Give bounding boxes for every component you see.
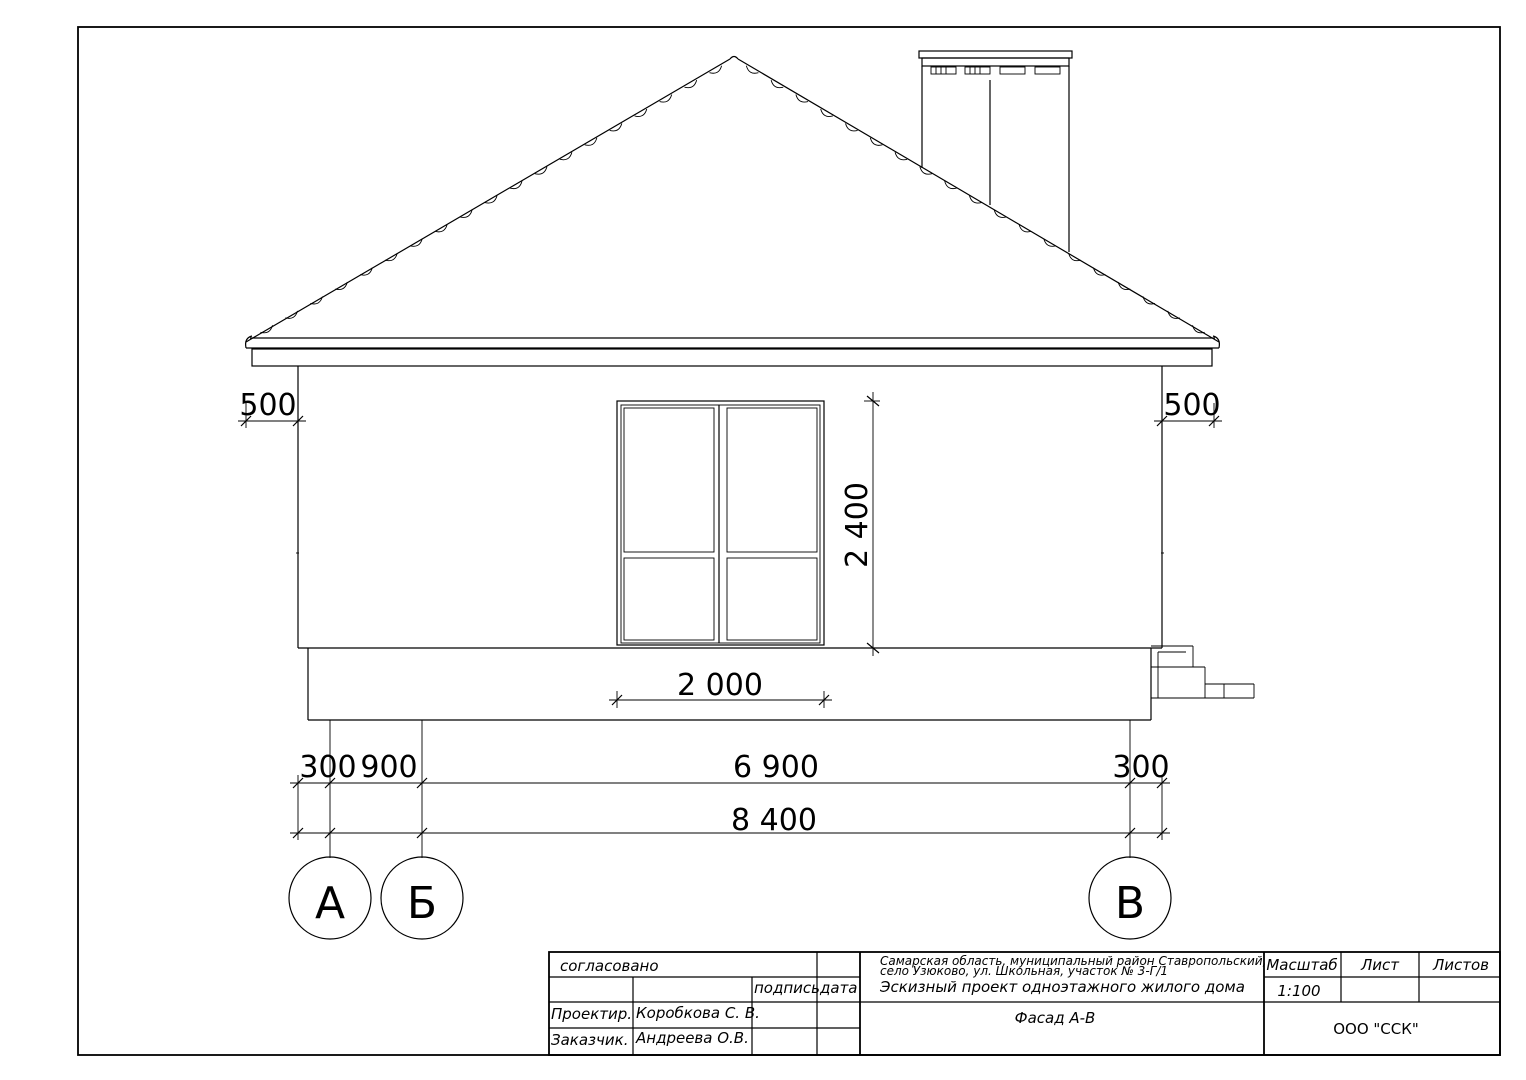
dim-eave-left [238,388,306,428]
tb-address-line1: Самарская область, муниципальный район Ставропольский, [880,954,1267,968]
roof-tile [635,109,647,117]
roof-tile [585,138,597,146]
axis-label-a: А [314,878,346,929]
chimney [919,51,1072,252]
dim-door-height [840,392,880,656]
tb-designer-role: Проектир. [551,1005,633,1023]
axis-lines [298,720,1162,858]
drawing-frame [78,27,1500,1055]
tb-sheet-title: Фасад А-В [1014,1009,1096,1027]
roof-tile [895,152,907,160]
tb-signature: подпись [754,979,820,997]
dim-seg-3-label: 6 900 [733,750,819,785]
tb-agreed: согласовано [560,957,659,975]
double-door [617,401,824,645]
dim-seg-1-label: 300 [299,750,357,785]
roof-tile [535,167,547,175]
steps [1151,646,1254,698]
roof [246,57,1220,349]
tb-customer-name: Андреева О.В. [636,1029,749,1047]
title-block [549,952,1500,1055]
dim-door-width [609,668,832,708]
tb-designer-name: Коробкова С. В. [636,1004,760,1022]
tb-sheet-label: Лист [1360,956,1400,974]
tb-sheets-label: Листов [1432,956,1490,974]
roof-tile [610,123,622,131]
axis-bubble-b [381,857,463,939]
dim-seg-4-label: 300 [1112,750,1170,785]
tb-scale-value: 1:100 [1277,982,1321,1000]
tb-scale-label: Масштаб [1266,956,1338,974]
tb-customer-role: Заказчик. [551,1031,629,1049]
axis-label-v: В [1114,878,1146,929]
roof-tile [846,123,858,131]
dim-seg-2-label: 900 [360,750,418,785]
roof-tile [660,95,672,103]
dim-eave-right-label: 500 [1163,388,1221,423]
roof-tile [560,152,572,160]
roof-tile [260,325,272,333]
tb-project-title: Эскизный проект одноэтажного жилого дома [880,978,1245,996]
dim-total-label: 8 400 [731,803,817,838]
roof-tile [870,138,882,146]
dim-eave-right [1154,388,1222,428]
roof-tile [796,95,808,103]
axis-bubble-v [1089,857,1171,939]
axis-bubble-a [289,857,371,939]
roof-tile [1193,325,1205,333]
dim-door-width-label: 2 000 [677,668,763,703]
tb-address-line2: село Узюково, ул. Школьная, участок № 3-Г/1 [880,964,1169,978]
roof-tile [821,109,833,117]
eave-board [252,349,1212,366]
tb-date: дата [820,979,858,997]
axis-label-b: Б [406,878,438,929]
dim-eave-left-label: 500 [239,388,297,423]
dim-door-height-label: 2 400 [840,482,875,568]
tb-company: ООО "ССК" [1333,1020,1419,1038]
